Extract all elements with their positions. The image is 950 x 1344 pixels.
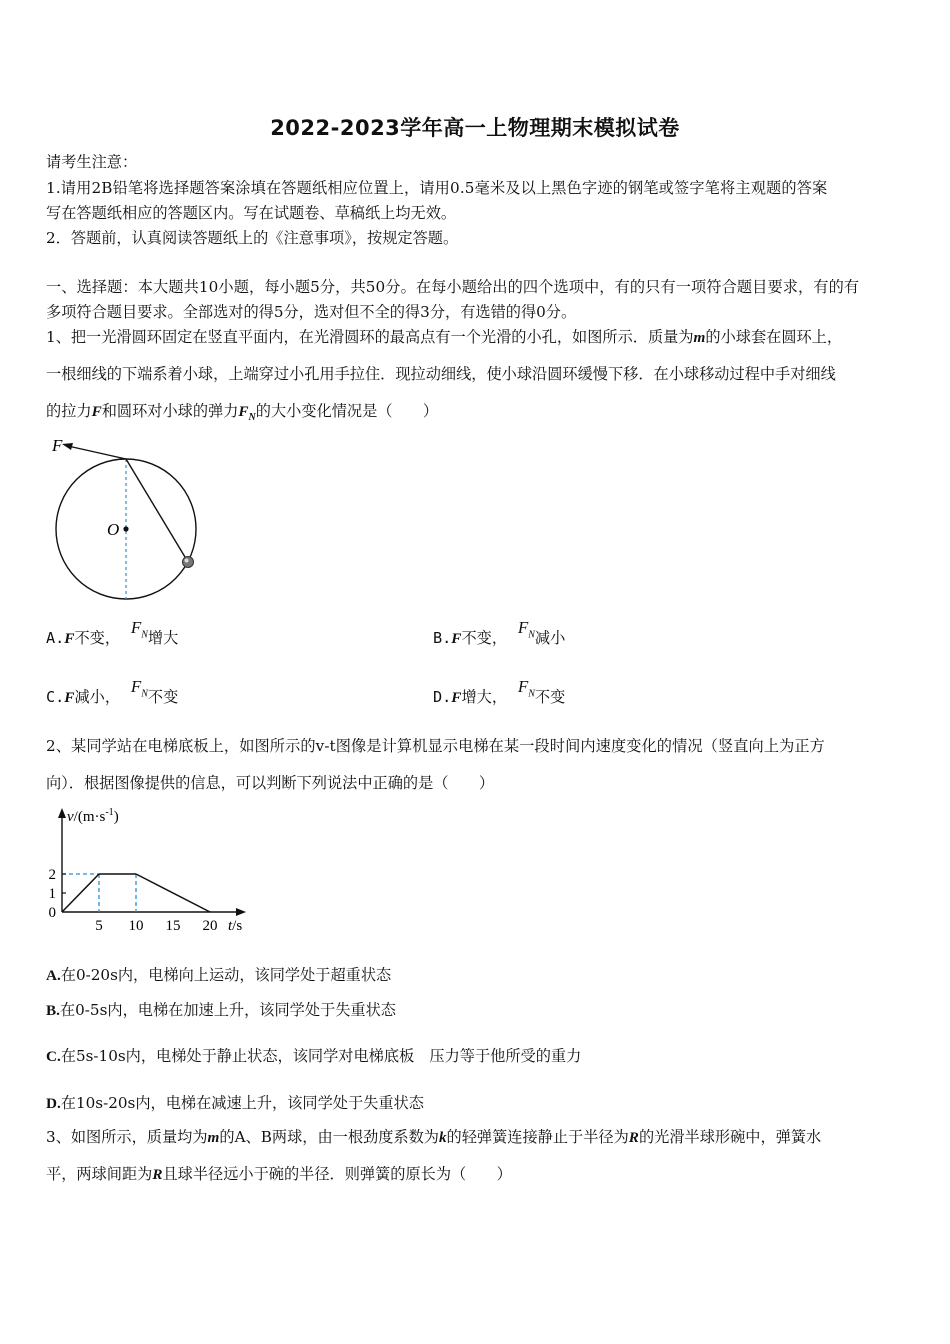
vt-chart [40,800,255,940]
q3-line-1 [46,1127,821,1148]
y-axis-label [67,807,119,825]
ball [183,557,194,568]
q3-line-2 [46,1164,512,1185]
q1-text: 的大小变化情况是（ ） [255,402,439,420]
option-fn-symbol: F [130,677,142,696]
option-text: 在10s-20s内，电梯在减速上升，该同学处于失重状态 [60,1094,424,1112]
q2-line-1: 2、某同学站在电梯底板上，如图所示的v-t图像是计算机显示电梯在某一段时间内速度变化的情况（竖直向上为正方 [46,737,825,755]
option-prefix: A. [46,967,61,984]
option-prefix: C. [46,1048,61,1065]
q3-mass-symbol: m [207,1129,220,1146]
q1-option-a[interactable] [46,618,179,655]
force-arrow-head [62,443,73,450]
q1-option-c[interactable] [46,677,179,714]
option-fn-subscript: N [528,629,535,641]
option-prefix: A. [46,629,65,647]
notice-line-3: 2．答题前，认真阅读答题纸上的《注意事项》，按规定答题。 [46,229,459,247]
q3-radius-symbol: R [152,1166,163,1183]
x-axis-label [228,918,242,934]
q1-line-1 [46,327,842,348]
y-axis-label-symbol: v [67,809,74,825]
q1-force-symbol: F [91,403,102,420]
x-axis-label-unit: /s [232,918,243,934]
center-label-O: O [107,520,120,539]
q2-option-c[interactable] [46,1046,581,1067]
q3-text: 的A、B两球，由一根劲度系数为 [219,1128,439,1146]
q1-text: 的拉力 [46,402,92,420]
q3-radius-symbol: R [628,1129,639,1146]
x-axis-arrow [236,908,246,916]
string-line [126,459,188,562]
q1-text: 1、把一光滑圆环固定在竖直平面内，在光滑圆环的最高点有一个光滑的小孔，如图所示．质量为 [46,328,694,346]
y-axis-label-exponent: -1 [105,807,114,818]
q1-text: 的小球套在圆环上， [705,328,843,346]
option-text: 不变 [147,688,179,706]
option-fn-symbol: F [517,618,529,637]
option-prefix: B. [433,629,452,647]
q1-mass-symbol: m [693,329,706,346]
option-prefix: D. [433,688,452,706]
option-text: 减小， [74,688,120,706]
notice-line-2: 写在答题纸相应的答题区内。写在试题卷、草稿纸上均无效。 [46,204,457,222]
option-fn-symbol: F [517,677,529,696]
option-text: 增大， [461,688,507,706]
velocity-segment [62,874,99,912]
q3-text: 3、如图所示，质量均为 [46,1128,208,1146]
q3-text: 的光滑半球形碗中，弹簧水 [638,1128,822,1146]
option-force-symbol: F [451,689,462,706]
q2-line-2: 向）．根据图像提供的信息，可以判断下列说法中正确的是（ ） [46,774,495,792]
section-line-1: 一、选择题：本大题共10小题，每小题5分，共50分。在每小题给出的四个选项中，有的只有一项符合题目要求，有的有 [46,278,860,296]
option-prefix: B. [46,1002,60,1019]
q3-text: 且球半径远小于碗的半径．则弹簧的原长为（ ） [162,1165,512,1183]
option-text: 减小 [534,629,566,647]
q1-normal-force-symbol: F [238,403,249,420]
q2-option-d[interactable] [46,1093,424,1114]
q1-normal-force-subscript: N [248,412,256,424]
q1-ring-figure [40,432,215,607]
option-fn-subscript: N [141,629,148,641]
q3-text: 的轻弹簧连接静止于半径为 [446,1128,629,1146]
notice-heading: 请考生注意： [46,153,138,171]
option-text: 在0-20s内，电梯向上运动，该同学处于超重状态 [60,966,392,984]
y-axis-arrow [58,808,66,818]
center-dot [123,526,128,531]
y-axis-label-unit: /(m·s [73,809,106,825]
q1-text: 和圆环对小球的弹力 [101,402,239,420]
force-label-F: F [52,436,63,455]
force-arrow-line [68,446,126,459]
q1-option-b[interactable] [433,618,566,655]
ball-highlight [185,559,189,563]
q3-spring-constant-symbol: k [438,1129,447,1146]
q1-line-2: 一根细线的下端系着小球，上端穿过小孔用手拉住．现拉动细线，使小球沿圆环缓慢下移．在小球移动过程中手对细线 [46,365,836,383]
option-force-symbol: F [451,630,462,647]
q2-option-b[interactable] [46,1000,396,1021]
option-fn-symbol: F [130,618,142,637]
q3-text: 平，两球间距为 [46,1165,153,1183]
option-prefix: D. [46,1095,61,1112]
section-line-2: 多项符合题目要求。全部选对的得5分，选对但不全的得3分，有选错的得0分。 [46,303,577,321]
x-tick-label: 10 [128,918,144,934]
x-tick-label: 15 [165,918,181,934]
option-text: 不变 [534,688,566,706]
x-tick-label: 20 [202,918,218,934]
notice-line-1: 1.请用2B铅笔将选择题答案涂填在答题纸相应位置上，请用0.5毫米及以上黑色字迹的钢笔或签字笔将主观题的答案 [46,179,828,197]
x-axis-label-symbol: t [228,918,233,934]
y-tick-label: 0 [48,905,56,921]
x-tick-label: 5 [95,918,103,934]
option-text: 在0-5s内，电梯在加速上升，该同学处于失重状态 [59,1001,396,1019]
option-fn-subscript: N [141,688,148,700]
velocity-segment [136,874,210,912]
y-tick-label: 2 [48,867,56,883]
option-force-symbol: F [64,630,75,647]
q1-option-d[interactable] [433,677,566,714]
y-axis-label-close: ) [113,809,119,825]
q1-line-3 [46,401,438,428]
option-fn-subscript: N [528,688,535,700]
option-text: 增大 [147,629,179,647]
q2-option-a[interactable] [46,965,391,986]
option-text: 在5s-10s内，电梯处于静止状态，该同学对电梯底板 压力等于他所受的重力 [60,1047,582,1065]
option-text: 不变， [74,629,120,647]
y-tick-label: 1 [48,886,56,902]
option-force-symbol: F [64,689,75,706]
page-title: 2022-2023学年高一上物理期末模拟试卷 [270,116,680,140]
option-text: 不变， [461,629,507,647]
option-prefix: C. [46,688,65,706]
